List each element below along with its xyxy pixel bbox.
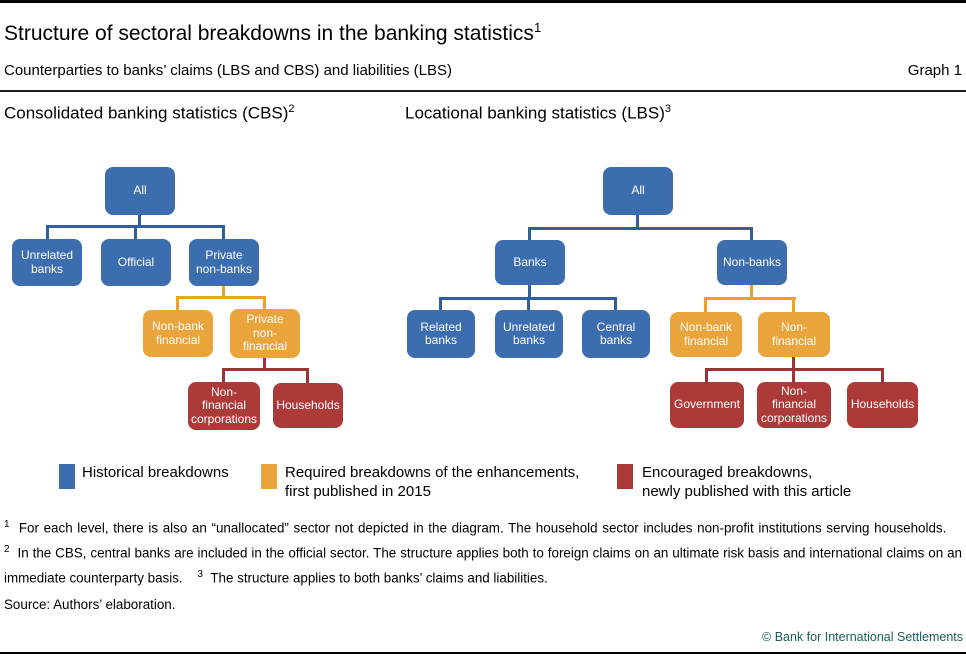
connector-line (222, 371, 225, 382)
node-cbs-households: Households (273, 383, 343, 428)
node-cbs-all: All (105, 167, 175, 215)
connector-line (705, 371, 708, 382)
connector-line (792, 300, 795, 312)
connector-line (881, 371, 884, 382)
connector-line (614, 300, 617, 310)
connector-line (527, 300, 530, 310)
footnote-marker-2: 2 (4, 543, 10, 555)
legend-swatch-historical (59, 464, 75, 489)
node-lbs-non-financial: Non- financial (758, 312, 830, 357)
title-footnote-marker: 1 (533, 20, 542, 35)
graph-number: Graph 1 (907, 62, 962, 79)
node-cbs-private-non-financial: Private non- financial (230, 309, 300, 358)
connector-line (792, 371, 795, 382)
lbs-footnote-marker: 3 (664, 103, 671, 115)
node-cbs-unrelated-banks: Unrelated banks (12, 239, 82, 286)
node-lbs-central-banks: Central banks (582, 310, 650, 358)
node-cbs-official: Official (101, 239, 171, 286)
node-cbs-non-bank-financial: Non-bank financial (143, 310, 213, 357)
connector-line (750, 285, 753, 297)
copyright-line: © Bank for International Settlements (762, 630, 963, 644)
legend-swatch-encouraged (617, 464, 633, 489)
connector-line (263, 358, 266, 368)
graph-subtitle: Counterparties to banks’ claims (LBS and CBS) and liabilities (LBS) (4, 62, 452, 79)
graph-title-text: Structure of sectoral breakdowns in the banking statistics (4, 22, 534, 45)
node-lbs-related-banks: Related banks (407, 310, 475, 358)
node-cbs-private-non-banks: Private non-banks (189, 239, 259, 286)
source-line: Source: Authors’ elaboration. (4, 597, 176, 612)
node-lbs-all: All (603, 167, 673, 215)
legend-label-historical: Historical breakdowns (82, 464, 229, 481)
connector-line (528, 285, 531, 297)
connector-line (176, 296, 266, 299)
cbs-heading-text: Consolidated banking statistics (CBS) (4, 103, 289, 123)
connector-line (528, 230, 531, 240)
connector-line (306, 371, 309, 383)
connector-line (750, 230, 753, 240)
node-lbs-non-bank-financial: Non-bank financial (670, 312, 742, 357)
node-lbs-unrelated-banks: Unrelated banks (495, 310, 563, 358)
connector-line (222, 286, 225, 296)
connector-line (704, 300, 707, 312)
connector-line (439, 300, 442, 310)
node-lbs-government: Government (670, 382, 744, 428)
legend-label-required: Required breakdowns of the enhancements, first published in 2015 (285, 464, 580, 500)
connector-line (134, 228, 137, 239)
connector-line (528, 227, 753, 230)
connector-line (792, 357, 795, 368)
node-lbs-banks: Banks (495, 240, 565, 285)
node-lbs-households: Households (847, 382, 918, 428)
footnote-marker-1: 1 (4, 519, 10, 530)
lbs-heading-text: Locational banking statistics (LBS) (405, 103, 665, 123)
node-lbs-non-financial-corporations: Non- financial corporations (757, 382, 831, 428)
connector-line (46, 228, 49, 239)
connector-line (636, 215, 639, 227)
legend-swatch-required (261, 464, 277, 489)
connector-line (704, 297, 796, 300)
cbs-footnote-marker: 2 (288, 103, 295, 115)
connector-line (263, 299, 266, 309)
node-lbs-non-banks: Non-banks (717, 240, 787, 285)
footnote-marker-3: 3 (197, 568, 203, 580)
bottom-rule (0, 652, 966, 654)
connector-line (222, 368, 309, 371)
connector-line (138, 215, 141, 225)
connector-line (222, 228, 225, 239)
connector-line (176, 299, 179, 310)
legend-label-encouraged: Encouraged breakdowns, newly published with this article (642, 464, 852, 500)
node-cbs-non-financial-corporations: Non- financial corporations (188, 382, 260, 430)
footnotes: $^1$ For each level, there is also an “unallocated” sector not depicted in the diagram. The household sector includes non-profit institutions serving households. $^2$ In the CBS, central banks are included in the official sector. The structure applies both to foreign claims on an ultimate risk basis and international claims on an immediate counterparty basis. $^3$ The structure applies to both banks’ claims and liabilities. (4, 519, 962, 586)
